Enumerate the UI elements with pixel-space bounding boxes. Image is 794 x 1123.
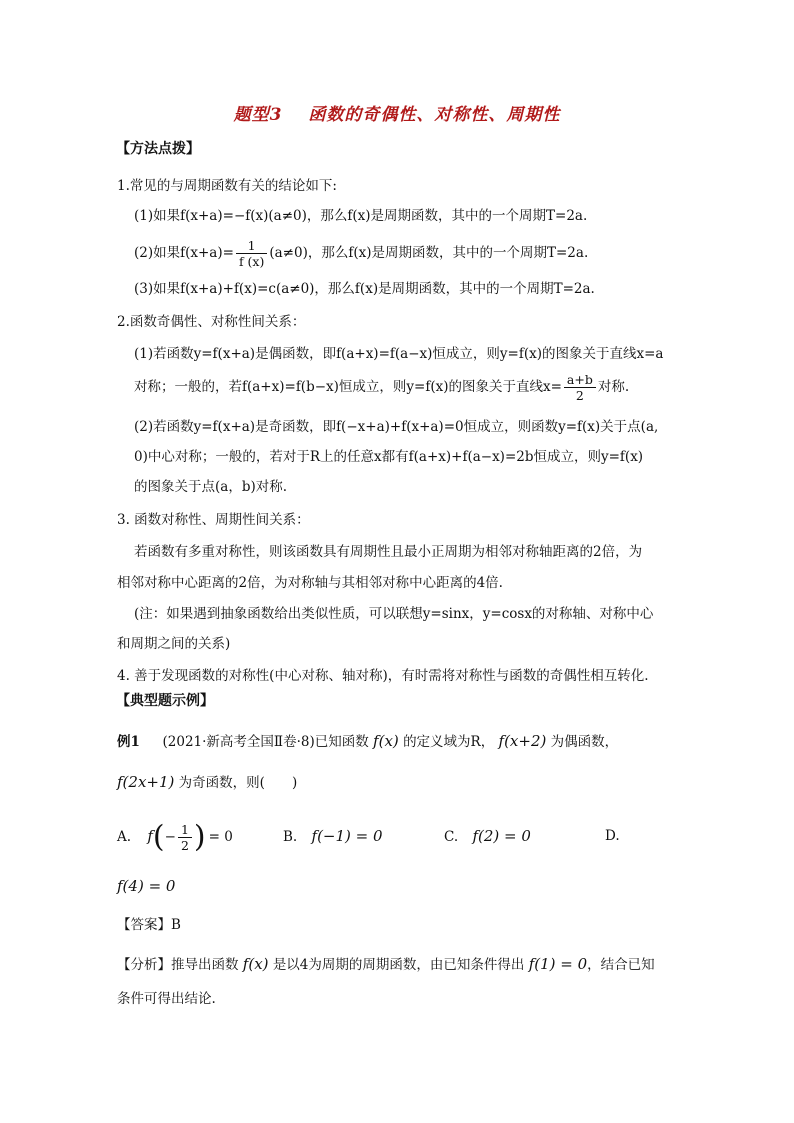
option-d-expression-line <box>117 877 175 896</box>
example-1-line-1 <box>117 730 618 753</box>
option-d-expression: f(4) = 0 <box>117 877 176 895</box>
section-2-item-2-line-1: (2)若函数y=f(x+a)是奇函数，即f(−x+a)+f(x+a)=0恒成立，则函数y=f(x)关于点(a, <box>134 419 659 435</box>
title-part-1: 题型3 <box>233 105 283 125</box>
title-part-2: 函数的奇偶性、对称性、周期性 <box>308 105 561 125</box>
option-a-fraction <box>178 822 192 853</box>
analysis-math-f1: f(1) = 0 <box>528 955 588 973</box>
option-a-sign: − <box>164 829 176 845</box>
section-3-title: 3. 函数对称性、周期性间关系： <box>117 512 310 528</box>
section-1-item-1: (1)如果f(x+a)=−f(x)(a≠0)，那么f(x)是周期函数，其中的一个周期T=2a. <box>134 208 588 224</box>
example-odd-text: 为奇函数，则( ) <box>178 775 298 791</box>
math-fx: f(x) <box>373 732 399 750</box>
example-label: 例1 <box>117 734 140 750</box>
item-2-1b-prefix: 对称；一般的，若f(a+x)=f(b−x)恒成立，则y=f(x)的图象关于直线x= <box>134 379 562 395</box>
analysis-math-fx: f(x) <box>242 955 269 973</box>
math-fx-plus-2: f(x+2) <box>498 732 547 750</box>
fraction-numerator: a+b <box>564 372 596 388</box>
section-2-item-2-line-2: 0)中心对称；一般的，若对于R上的任意x都有f(a+x)+f(a−x)=2b恒成立，则y=f(x) <box>134 449 644 465</box>
option-b[interactable] <box>283 827 383 846</box>
option-c-label: C. <box>444 829 459 845</box>
option-a-equals: = 0 <box>208 829 233 845</box>
section-3-line-1: 若函数有多重对称性，则该函数具有周期性且最小正周期为相邻对称轴距离的2倍，为 <box>134 544 643 560</box>
fraction-denominator: 2 <box>575 388 584 403</box>
analysis-head: 【分析】 <box>117 957 171 973</box>
section-2-item-1-line-2 <box>134 370 629 404</box>
fraction-1-over-fx <box>236 238 267 269</box>
fraction-denominator: f (x) <box>238 254 265 269</box>
section-2-title: 2.函数奇偶性、对称性间关系： <box>117 314 306 330</box>
section-1-item-2 <box>134 236 588 270</box>
option-c-expression: f(2) = 0 <box>472 827 531 845</box>
item-2-suffix: (a≠0)，那么f(x)是周期函数，其中的一个周期T=2a. <box>269 245 589 261</box>
section-3-line-2: 相邻对称中心距离的2倍，为对称轴与其相邻对称中心距离的4倍. <box>117 575 503 591</box>
example-1-line-2 <box>117 771 297 794</box>
answer: 【答案】B <box>117 917 181 933</box>
example-source: (2021·新高考全国Ⅱ卷·8)已知函数 <box>162 734 369 750</box>
option-b-label: B. <box>283 829 298 845</box>
example-even-text: 为偶函数， <box>550 734 619 750</box>
example-heading: 【典型题示例】 <box>116 693 214 709</box>
analysis-line-2: 条件可得出结论. <box>117 991 216 1007</box>
option-a[interactable]: A. f(− $\frac{1}{2}$ ) = 0 <box>117 819 233 855</box>
analysis-text-2: 是以4为周期的周期函数，由已知条件得出 <box>272 957 525 973</box>
section-4: 4. 善于发现函数的对称性(中心对称、轴对称)，有时需将对称性与函数的奇偶性相互转化. <box>117 668 649 684</box>
section-1-title: 1.常见的与周期函数有关的结论如下: <box>117 178 337 194</box>
fraction-numerator: 1 <box>236 238 267 254</box>
option-b-expression: f(−1) = 0 <box>311 827 383 845</box>
analysis-line-1 <box>117 953 655 976</box>
math-f-2x-plus-1: f(2x+1) <box>117 773 175 791</box>
page-title <box>0 106 794 124</box>
section-3-note-line-2: 和周期之间的关系) <box>117 636 231 652</box>
fraction-denominator: 2 <box>180 838 189 853</box>
item-2-1b-suffix: 对称. <box>597 379 630 395</box>
fraction-numerator: 1 <box>178 822 192 838</box>
option-a-label: A. <box>117 829 132 845</box>
method-heading: 【方法点拨】 <box>116 141 200 157</box>
option-d-label: D. <box>605 828 620 844</box>
item-2-prefix: (2)如果f(x+a)= <box>134 245 234 261</box>
option-d[interactable] <box>605 827 620 845</box>
section-3-note-line-1: (注：如果遇到抽象函数给出类似性质，可以联想y=sinx，y=cosx的对称轴、对称中心 <box>134 606 654 622</box>
section-1-item-3: (3)如果f(x+a)+f(x)=c(a≠0)，那么f(x)是周期函数，其中的一个周期T=2a. <box>134 281 595 297</box>
analysis-text-1: 推导出函数 <box>171 957 239 973</box>
fraction-a-plus-b-over-2 <box>564 372 596 403</box>
option-a-f: f <box>147 827 153 845</box>
section-2-item-1-line-1: (1)若函数y=f(x+a)是偶函数，即f(a+x)=f(a−x)恒成立，则y=f(x)的图象关于直线x=a <box>134 346 664 362</box>
example-domain-text: 的定义域为R， <box>403 734 495 750</box>
option-c[interactable] <box>444 827 531 846</box>
analysis-text-3: ，结合已知 <box>587 957 655 973</box>
section-2-item-2-line-3: 的图象关于点(a，b)对称. <box>134 479 288 495</box>
